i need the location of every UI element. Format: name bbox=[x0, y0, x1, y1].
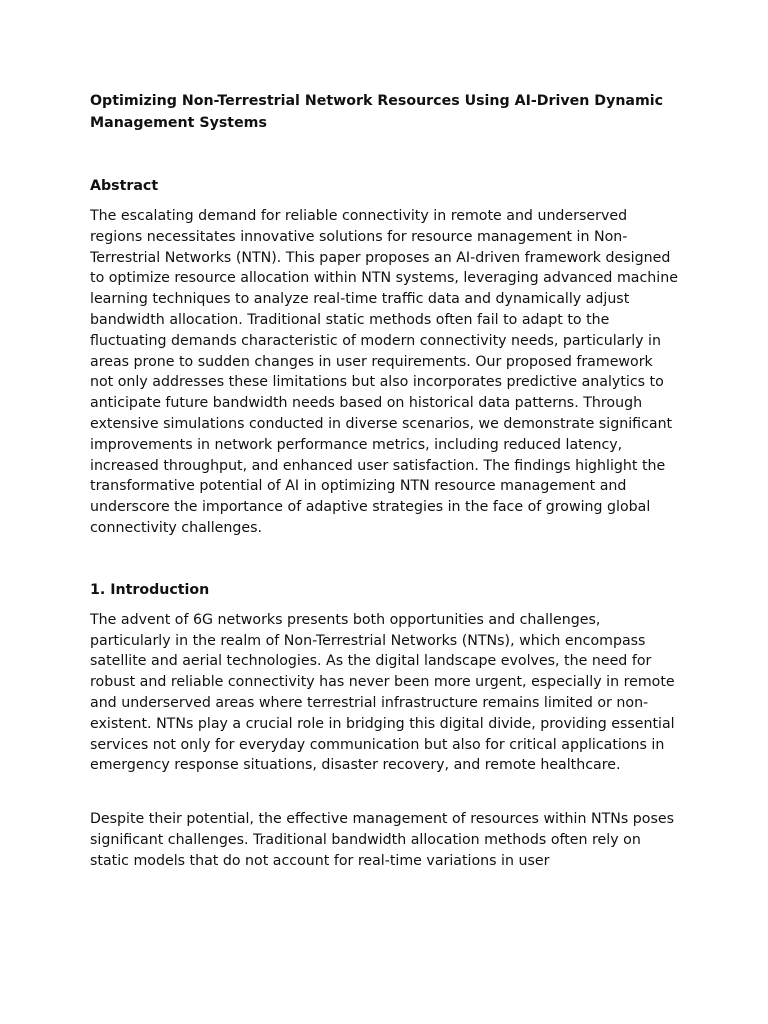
introduction-paragraph: The advent of 6G networks presents both opportunities and challenges, particularly in the realm of Non-Terrestrial Networks (NTNs), which encompass satellite and aerial technologies. As the digital landscape evolves, the need for robust and reliable connectivity has never been more urgent, especially in remote and underserved areas where terrestrial infrastructure remains limited or non-existent. NTNs play a crucial role in bridging this digital divide, providing essential services not only for everyday communication but also for critical applications in emergency response situations, disaster recovery, and remote healthcare. bbox=[90, 611, 675, 774]
abstract-text: The escalating demand for reliable connectivity in remote and underserved regions necessitates innovative solutions for resource management in Non-Terrestrial Networks (NTN). This paper proposes an AI-driven framework designed to optimize resource allocation within NTN systems, leveraging advanced machine learning techniques to analyze real-time traffic data and dynamically adjust bandwidth allocation. Traditional static methods often fail to adapt to the fluctuating demands characteristic of modern connectivity needs, particularly in areas prone to sudden changes in user requirements. Our proposed framework not only addresses these limitations but also incorporates predictive analytics to anticipate future bandwidth needs based on historical data patterns. Through extensive simulations conducted in diverse scenarios, we demonstrate significant improvements in network performance metrics, including reduced latency, increased throughput, and enhanced user satisfaction. The findings highlight the transformative potential of AI in optimizing NTN resource management and underscore the importance of adaptive strategies in the face of growing global connectivity challenges. bbox=[90, 208, 678, 536]
abstract-heading: Abstract bbox=[90, 178, 159, 194]
introduction-heading: 1. Introduction bbox=[90, 581, 210, 598]
paper-title: Optimizing Non-Terrestrial Network Resources Using AI-Driven Dynamic Management Systems bbox=[90, 93, 664, 131]
introduction-paragraph: Despite their potential, the effective management of resources within NTNs poses significant challenges. Traditional bandwidth allocation methods often rely on static models that do not account for real-time variations in user bbox=[90, 811, 674, 869]
paper-page bbox=[90, 90, 680, 872]
